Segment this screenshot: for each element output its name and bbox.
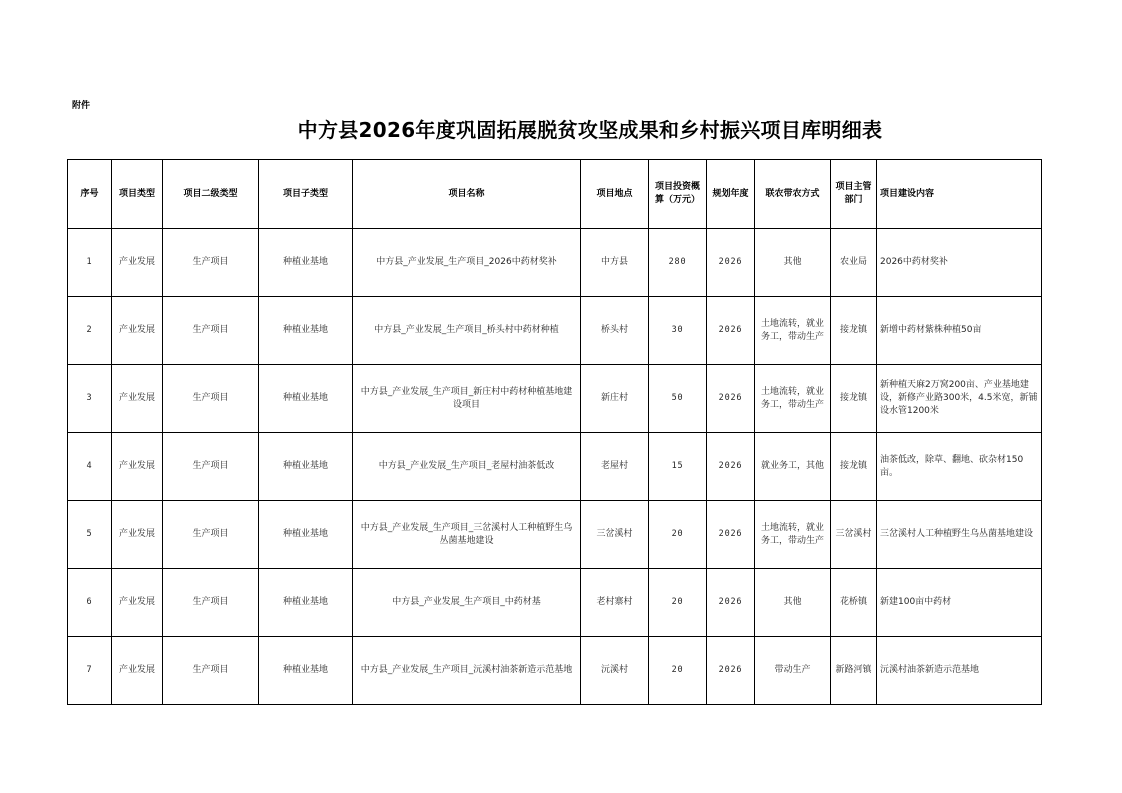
cell-name: 中方县_产业发展_生产项目_沅溪村油茶新造示范基地: [353, 637, 581, 705]
cell-secondary-type: 生产项目: [163, 501, 259, 569]
project-detail-table: [67, 159, 1042, 705]
cell-budget: 20: [649, 569, 707, 637]
cell-name: 中方县_产业发展_生产项目_三岔溪村人工种植野生乌丛菌基地建设: [353, 501, 581, 569]
cell-sub-type: 种植业基地: [259, 365, 353, 433]
cell-year: 2026: [707, 637, 755, 705]
cell-department: 接龙镇: [831, 365, 877, 433]
cell-secondary-type: 生产项目: [163, 637, 259, 705]
cell-location: 沅溪村: [581, 637, 649, 705]
cell-content: 新建100亩中药材: [877, 569, 1042, 637]
cell-secondary-type: 生产项目: [163, 569, 259, 637]
cell-sub-type: 种植业基地: [259, 569, 353, 637]
cell-budget: 50: [649, 365, 707, 433]
header-sub-type: 项目子类型: [259, 160, 353, 229]
cell-department: 农业局: [831, 229, 877, 297]
table-row: [68, 229, 1042, 297]
cell-secondary-type: 生产项目: [163, 229, 259, 297]
cell-budget: 280: [649, 229, 707, 297]
header-row: [68, 160, 1042, 229]
cell-sub-type: 种植业基地: [259, 433, 353, 501]
cell-location: 三岔溪村: [581, 501, 649, 569]
cell-budget: 30: [649, 297, 707, 365]
cell-content: 新种植天麻2万窝200亩、产业基地建设，新修产业路300米，4.5米宽，新铺设水管1200米: [877, 365, 1042, 433]
cell-name: 中方县_产业发展_生产项目_老屋村油茶低改: [353, 433, 581, 501]
cell-farmer-link-mode: 就业务工，其他: [755, 433, 831, 501]
header-location: 项目地点: [581, 160, 649, 229]
table-row: [68, 433, 1042, 501]
cell-type: 产业发展: [112, 501, 163, 569]
table-row: [68, 637, 1042, 705]
cell-budget: 20: [649, 501, 707, 569]
header-seq: 序号: [68, 160, 112, 229]
cell-sub-type: 种植业基地: [259, 297, 353, 365]
cell-budget: 20: [649, 637, 707, 705]
cell-secondary-type: 生产项目: [163, 297, 259, 365]
cell-type: 产业发展: [112, 433, 163, 501]
header-department: 项目主管部门: [831, 160, 877, 229]
cell-location: 老屋村: [581, 433, 649, 501]
attachment-label: 附件: [72, 101, 91, 111]
cell-department: 花桥镇: [831, 569, 877, 637]
cell-content: 三岔溪村人工种植野生乌丛菌基地建设: [877, 501, 1042, 569]
cell-name: 中方县_产业发展_生产项目_桥头村中药材种植: [353, 297, 581, 365]
cell-farmer-link-mode: 带动生产: [755, 637, 831, 705]
cell-location: 老村寨村: [581, 569, 649, 637]
cell-seq: 5: [68, 501, 112, 569]
header-content: 项目建设内容: [877, 160, 1042, 229]
cell-type: 产业发展: [112, 637, 163, 705]
header-year: 规划年度: [707, 160, 755, 229]
cell-seq: 6: [68, 569, 112, 637]
cell-content: 油茶低改，除草、翻地、砍杂材150亩。: [877, 433, 1042, 501]
cell-sub-type: 种植业基地: [259, 637, 353, 705]
cell-year: 2026: [707, 365, 755, 433]
cell-seq: 4: [68, 433, 112, 501]
cell-farmer-link-mode: 土地流转，就业务工，带动生产: [755, 297, 831, 365]
cell-sub-type: 种植业基地: [259, 229, 353, 297]
cell-budget: 15: [649, 433, 707, 501]
cell-seq: 7: [68, 637, 112, 705]
cell-location: 中方县: [581, 229, 649, 297]
cell-content: 新增中药材紫株种植50亩: [877, 297, 1042, 365]
cell-farmer-link-mode: 土地流转，就业务工，带动生产: [755, 365, 831, 433]
cell-secondary-type: 生产项目: [163, 365, 259, 433]
cell-department: 新路河镇: [831, 637, 877, 705]
cell-content: 2026中药材奖补: [877, 229, 1042, 297]
cell-year: 2026: [707, 569, 755, 637]
table-row: [68, 569, 1042, 637]
table-body: [68, 229, 1042, 705]
cell-type: 产业发展: [112, 365, 163, 433]
cell-seq: 1: [68, 229, 112, 297]
cell-year: 2026: [707, 433, 755, 501]
cell-department: 三岔溪村: [831, 501, 877, 569]
cell-department: 接龙镇: [831, 297, 877, 365]
page-title: 中方县2026年度巩固拓展脱贫攻坚成果和乡村振兴项目库明细表: [297, 118, 883, 142]
cell-department: 接龙镇: [831, 433, 877, 501]
table-row: [68, 297, 1042, 365]
cell-name: 中方县_产业发展_生产项目_中药材基: [353, 569, 581, 637]
cell-farmer-link-mode: 土地流转，就业务工，带动生产: [755, 501, 831, 569]
table-row: [68, 365, 1042, 433]
header-farmer-link-mode: 联农带农方式: [755, 160, 831, 229]
cell-year: 2026: [707, 297, 755, 365]
cell-year: 2026: [707, 229, 755, 297]
header-secondary-type: 项目二级类型: [163, 160, 259, 229]
table-header: [68, 160, 1042, 229]
table-row: [68, 501, 1042, 569]
header-type: 项目类型: [112, 160, 163, 229]
cell-secondary-type: 生产项目: [163, 433, 259, 501]
cell-seq: 3: [68, 365, 112, 433]
cell-name: 中方县_产业发展_生产项目_新庄村中药材种植基地建设项目: [353, 365, 581, 433]
cell-type: 产业发展: [112, 297, 163, 365]
cell-content: 沅溪村油茶新造示范基地: [877, 637, 1042, 705]
header-name: 项目名称: [353, 160, 581, 229]
cell-year: 2026: [707, 501, 755, 569]
cell-type: 产业发展: [112, 569, 163, 637]
cell-farmer-link-mode: 其他: [755, 569, 831, 637]
cell-type: 产业发展: [112, 229, 163, 297]
cell-location: 新庄村: [581, 365, 649, 433]
cell-sub-type: 种植业基地: [259, 501, 353, 569]
cell-seq: 2: [68, 297, 112, 365]
cell-name: 中方县_产业发展_生产项目_2026中药材奖补: [353, 229, 581, 297]
header-budget: 项目投资概算（万元）: [649, 160, 707, 229]
cell-location: 桥头村: [581, 297, 649, 365]
cell-farmer-link-mode: 其他: [755, 229, 831, 297]
